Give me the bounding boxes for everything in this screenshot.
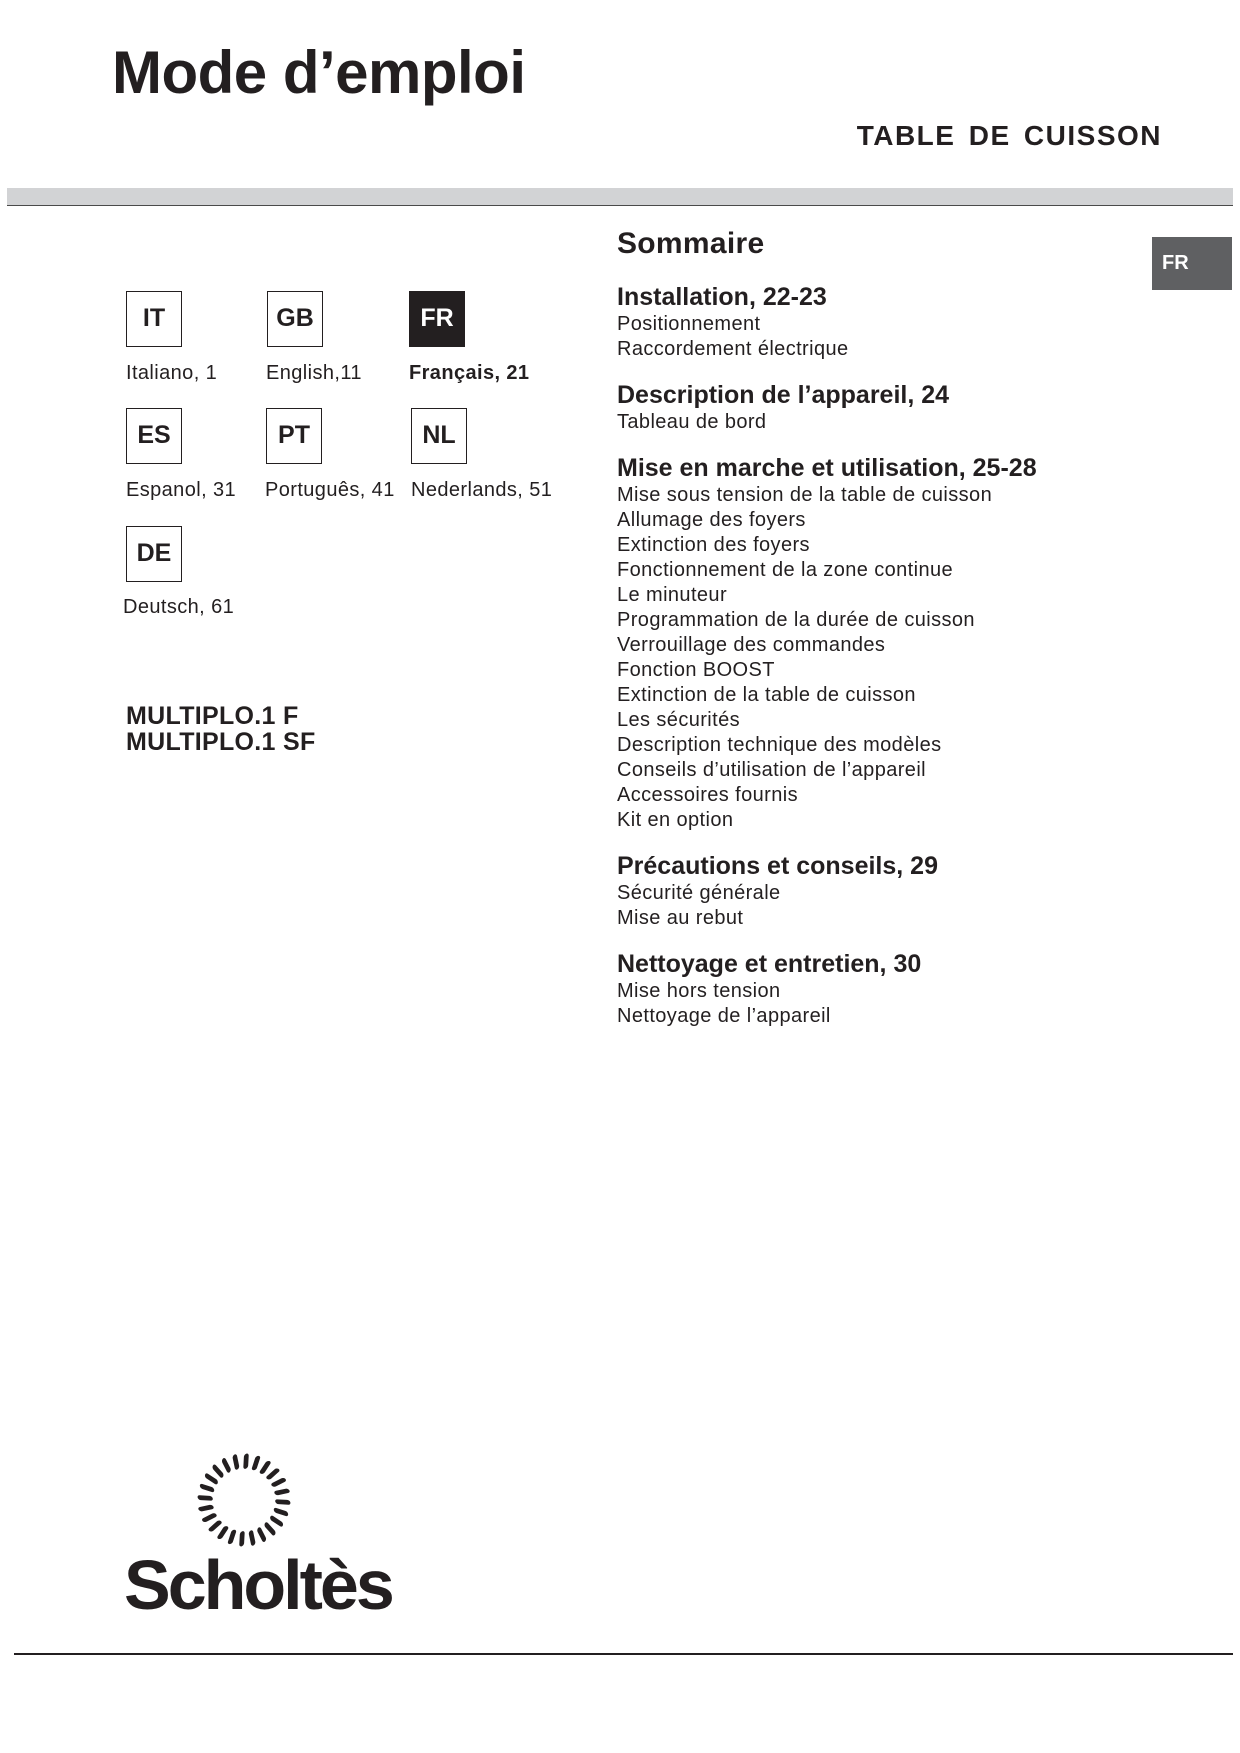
- toc-item: Programmation de la durée de cuisson: [617, 609, 975, 631]
- toc-section-heading: Description de l’appareil, 24: [617, 381, 950, 409]
- toc-item: Mise hors tension: [617, 980, 781, 1002]
- toc-section-heading: Nettoyage et entretien, 30: [617, 950, 922, 978]
- toc-section-utilisation: [617, 453, 1137, 833]
- toc-section-nettoyage: [617, 949, 1137, 1029]
- toc-item: Description technique des modèles: [617, 734, 942, 756]
- language-box-es: ES: [126, 408, 182, 464]
- header-divider-band: [7, 188, 1233, 206]
- sun-ray-logo-icon: [196, 1452, 292, 1548]
- toc-item: Le minuteur: [617, 584, 728, 606]
- language-box-fr: FR: [409, 291, 465, 347]
- language-box-pt: PT: [266, 408, 322, 464]
- toc-item: Fonction BOOST: [617, 659, 775, 681]
- toc-item: Sécurité générale: [617, 882, 781, 904]
- toc-item: Fonctionnement de la zone continue: [617, 559, 954, 581]
- brand-logo-text: Scholtès: [124, 1546, 392, 1624]
- language-box-de: DE: [126, 526, 182, 582]
- toc-item: Raccordement électrique: [617, 338, 849, 360]
- language-label-pt: Português, 41: [265, 479, 395, 501]
- toc-section-heading: Précautions et conseils, 29: [617, 852, 938, 880]
- language-label-it: Italiano, 1: [126, 362, 218, 384]
- toc-item: Kit en option: [617, 809, 734, 831]
- toc-item: Tableau de bord: [617, 411, 767, 433]
- model-name: MULTIPLO.1 F: [126, 702, 299, 730]
- language-label-es: Espanol, 31: [126, 479, 237, 501]
- toc-item: Nettoyage de l’appareil: [617, 1005, 831, 1027]
- toc-section-heading: Installation, 22-23: [617, 283, 827, 311]
- toc-section-installation: [617, 282, 1137, 362]
- toc-item: Mise au rebut: [617, 907, 744, 929]
- toc-item: Allumage des foyers: [617, 509, 806, 531]
- product-category: TABLE DE CUISSON: [856, 120, 1162, 151]
- toc-section-description: [617, 380, 1137, 435]
- toc-item: Extinction de la table de cuisson: [617, 684, 916, 706]
- language-label-fr: Français, 21: [409, 362, 530, 384]
- language-box-it: IT: [126, 291, 182, 347]
- language-box-nl: NL: [411, 408, 467, 464]
- toc-item: Accessoires fournis: [617, 784, 798, 806]
- language-box-gb: GB: [267, 291, 323, 347]
- toc-item: Extinction des foyers: [617, 534, 810, 556]
- document-title: Mode d’emploi: [112, 39, 526, 106]
- toc-item: Conseils d’utilisation de l’appareil: [617, 759, 927, 781]
- model-list: [126, 703, 316, 755]
- toc-item: Mise sous tension de la table de cuisson: [617, 484, 993, 506]
- language-side-tab: FR: [1152, 237, 1232, 290]
- toc-item: Verrouillage des commandes: [617, 634, 886, 656]
- toc-section-heading: Mise en marche et utilisation, 25-28: [617, 454, 1037, 482]
- toc-item: Les sécurités: [617, 709, 741, 731]
- toc-section-precautions: [617, 851, 1137, 931]
- footer-rule: [14, 1653, 1233, 1655]
- language-label-de: Deutsch, 61: [123, 596, 235, 618]
- toc-title: Sommaire: [617, 227, 765, 260]
- language-label-gb: English,11: [266, 362, 362, 384]
- language-label-nl: Nederlands, 51: [411, 479, 553, 501]
- model-name: MULTIPLO.1 SF: [126, 728, 316, 756]
- table-of-contents: [617, 226, 1137, 1047]
- toc-item: Positionnement: [617, 313, 761, 335]
